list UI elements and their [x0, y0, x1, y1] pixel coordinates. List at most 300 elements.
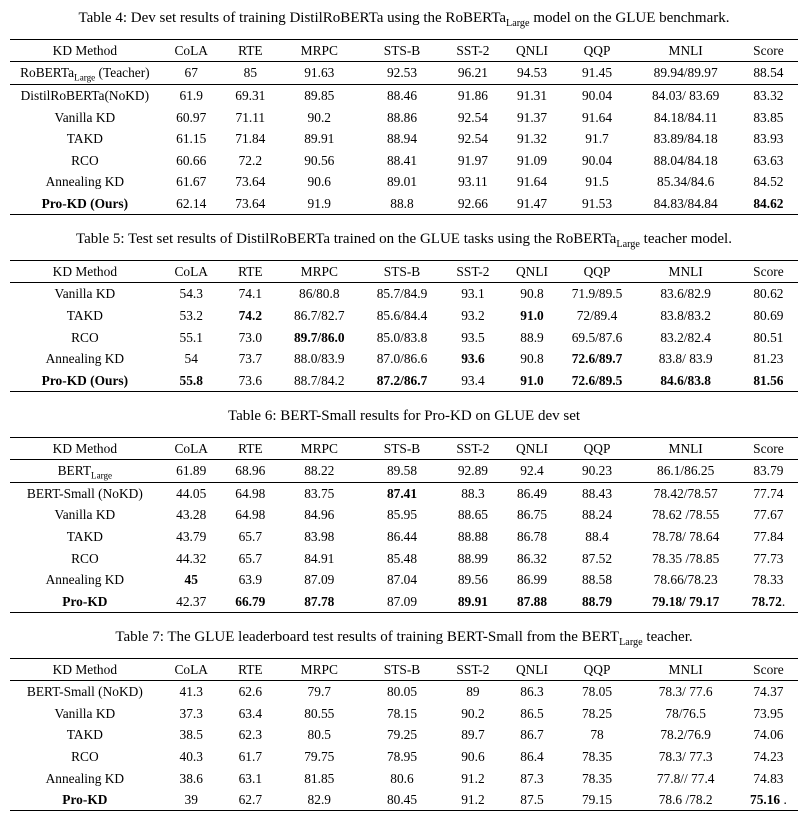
table-row — [10, 128, 798, 150]
value-cell: 82.9 — [307, 792, 331, 808]
column-header: SST-2 — [456, 42, 490, 58]
column-header: MNLI — [668, 440, 703, 456]
value-cell: 90.23 — [581, 463, 613, 479]
value-cell: 44.32 — [176, 550, 207, 566]
value-cell: 65.7 — [238, 550, 263, 566]
value-cell: 86.5 — [520, 705, 544, 721]
value-cell: 91.86 — [457, 88, 488, 103]
value-cell: 43.28 — [176, 507, 207, 523]
value-cell: 83.75 — [304, 485, 335, 501]
value-cell: 89.91 — [457, 593, 488, 609]
value-cell: 78.66/78.23 — [653, 572, 718, 588]
value-cell: 78/76.5 — [665, 705, 706, 721]
kd-method-cell: TAKD — [66, 529, 103, 544]
value-cell: 80.55 — [304, 705, 335, 721]
kd-method-cell: Pro-KD (Ours) — [41, 195, 129, 211]
value-cell: 90.56 — [304, 152, 335, 168]
value-cell: 87.88 — [516, 593, 548, 609]
value-cell: 61.67 — [176, 174, 207, 190]
value-cell: 88.22 — [304, 463, 335, 479]
column-header: CoLA — [174, 263, 208, 279]
value-cell: 80.05 — [386, 684, 418, 700]
value-cell: 54 — [184, 351, 198, 367]
column-header: QQP — [583, 263, 611, 279]
value-cell: 91.63 — [304, 65, 335, 81]
value-cell: 72.6/89.7 — [571, 351, 623, 367]
table-5-section — [10, 215, 798, 392]
value-cell: 85.95 — [386, 507, 418, 523]
value-cell: 77.8// 77.4 — [656, 770, 715, 786]
value-cell: 96.21 — [457, 65, 488, 81]
kd-method-cell: Vanilla KD — [54, 507, 116, 523]
value-cell: 61.7 — [238, 749, 263, 764]
table-4 — [10, 39, 798, 215]
value-cell: 91.97 — [457, 152, 488, 168]
value-cell: 83.8/83.2 — [660, 308, 711, 323]
table-row — [10, 84, 798, 106]
value-cell: 86.1/86.25 — [657, 463, 715, 479]
value-cell: 88.9 — [520, 329, 544, 345]
column-header: MRPC — [300, 661, 338, 677]
column-header: RTE — [238, 263, 263, 279]
column-header: STS-B — [383, 440, 421, 456]
column-header: MNLI — [668, 661, 703, 677]
value-cell: 60.66 — [176, 152, 207, 168]
table-5-header — [10, 260, 798, 283]
value-cell: 89.56 — [457, 572, 488, 588]
value-cell: 78.3/ 77.3 — [658, 749, 713, 764]
table-row — [10, 305, 798, 327]
value-cell: 89.7/86.0 — [293, 329, 345, 345]
value-cell: 84.96 — [304, 507, 335, 523]
table-4-caption: Table 4: Dev set results of training DistilRoBERTa using the RoBERTa$_{Large}$ model on the GLUE benchmark. — [78, 10, 730, 29]
kd-method-cell: Vanilla KD — [54, 705, 116, 721]
value-cell: 91.09 — [516, 152, 548, 168]
value-cell: 91.32 — [516, 131, 548, 147]
table-row — [10, 504, 798, 526]
column-header: RTE — [238, 661, 263, 677]
header-row — [10, 658, 798, 681]
value-cell: 93.4 — [461, 372, 485, 388]
table-5-body — [10, 283, 798, 392]
table-row — [10, 569, 798, 591]
column-header: CoLA — [174, 42, 208, 58]
value-cell: 92.53 — [386, 65, 418, 81]
value-cell: 68.96 — [235, 463, 266, 479]
table-row — [10, 767, 798, 789]
value-cell: 78.35 — [581, 770, 613, 786]
value-cell: 88.88 — [457, 529, 488, 544]
value-cell: 89.7 — [461, 727, 485, 743]
kd-method-cell: RCO — [71, 329, 99, 345]
value-cell: 75.16 . — [750, 792, 787, 808]
value-cell: 84.18/84.11 — [653, 109, 718, 125]
kd-method-cell: BERT-Small (NoKD) — [26, 485, 143, 501]
value-cell: 91.9 — [307, 195, 331, 211]
value-cell: 83.93 — [753, 131, 784, 147]
value-cell: 86.7 — [520, 727, 544, 743]
value-cell: 93.2 — [461, 308, 485, 323]
value-cell: 73.64 — [235, 174, 266, 190]
column-header: QQP — [583, 440, 611, 456]
table-row — [10, 590, 798, 612]
value-cell: 69.5/87.6 — [571, 329, 623, 345]
value-cell: 61.9 — [179, 88, 203, 103]
value-cell: 78.05 — [581, 684, 613, 700]
value-cell: 71.9/89.5 — [571, 286, 623, 302]
value-cell: 86.78 — [516, 529, 548, 544]
value-cell: 78.35 — [581, 749, 613, 764]
value-cell: 88.8 — [390, 195, 414, 211]
header-row — [10, 437, 798, 460]
column-header: QQP — [583, 661, 611, 677]
value-cell: 85.0/83.8 — [376, 329, 428, 345]
value-cell: 80.6 — [390, 770, 414, 786]
table-row — [10, 369, 798, 391]
value-cell: 88.24 — [581, 507, 613, 523]
value-cell: 42.37 — [176, 593, 207, 609]
value-cell: 78.95 — [386, 749, 418, 764]
value-cell: 90.6 — [461, 749, 485, 764]
column-header: RTE — [238, 42, 263, 58]
table-5-caption: Table 5: Test set results of DistilRoBERTa trained on the GLUE tasks using the RoBERTa$_{Large}$ teacher model. — [76, 231, 732, 250]
value-cell: 92.54 — [457, 109, 488, 125]
value-cell: 89 — [466, 684, 480, 700]
table-7-body — [10, 681, 798, 811]
table-row — [10, 149, 798, 171]
table-7-section — [10, 613, 798, 811]
value-cell: 81.23 — [753, 351, 784, 367]
value-cell: 37.3 — [179, 705, 203, 721]
value-cell: 87.0/86.6 — [376, 351, 428, 367]
value-cell: 91.47 — [516, 195, 548, 211]
value-cell: 90.2 — [461, 705, 485, 721]
value-cell: 63.63 — [753, 152, 784, 168]
value-cell: 86.49 — [516, 485, 548, 501]
value-cell: 91.2 — [461, 792, 485, 808]
value-cell: 88.4 — [585, 529, 609, 544]
value-cell: 55.1 — [179, 329, 203, 345]
value-cell: 44.05 — [176, 485, 207, 501]
value-cell: 72.6/89.5 — [571, 372, 623, 388]
value-cell: 79.25 — [386, 727, 418, 743]
value-cell: 87.09 — [304, 572, 335, 588]
value-cell: 77.74 — [753, 485, 784, 501]
table-6-header — [10, 437, 798, 460]
column-header: STS-B — [383, 263, 421, 279]
column-header: Score — [753, 263, 784, 279]
value-cell: 72/89.4 — [576, 308, 618, 323]
value-cell: 74.06 — [753, 727, 784, 743]
value-cell: 92.4 — [520, 463, 544, 479]
kd-method-cell: RoBERTa$_{Large}$ (Teacher) — [20, 65, 150, 84]
value-cell: 90.8 — [520, 286, 544, 302]
column-header: STS-B — [383, 661, 421, 677]
table-row — [10, 192, 798, 214]
value-cell: 90.6 — [307, 174, 331, 190]
value-cell: 85 — [243, 65, 258, 81]
value-cell: 88.0/83.9 — [293, 351, 345, 367]
table-4-section — [10, 2, 798, 215]
value-cell: 62.3 — [238, 727, 263, 743]
value-cell: 62.6 — [238, 684, 263, 700]
value-cell: 73.95 — [753, 705, 784, 721]
value-cell: 91.45 — [581, 65, 613, 81]
value-cell: 77.67 — [753, 507, 784, 523]
value-cell: 62.7 — [238, 792, 263, 808]
column-header: QNLI — [516, 263, 548, 279]
column-header: KD Method — [52, 42, 118, 58]
value-cell: 74.2 — [238, 308, 263, 323]
column-header: QNLI — [516, 661, 548, 677]
value-cell: 41.3 — [179, 684, 203, 700]
kd-method-cell: Annealing KD — [45, 770, 125, 786]
value-cell: 89.85 — [304, 88, 335, 103]
table-row — [10, 482, 798, 504]
value-cell: 83.6/82.9 — [660, 286, 711, 302]
value-cell: 74.1 — [238, 286, 263, 302]
column-header: SST-2 — [456, 661, 490, 677]
table-6-body — [10, 460, 798, 613]
value-cell: 40.3 — [179, 749, 203, 764]
value-cell: 71.84 — [235, 131, 266, 147]
value-cell: 91.2 — [461, 770, 485, 786]
table-row — [10, 526, 798, 548]
value-cell: 78 — [590, 727, 604, 743]
column-header: CoLA — [174, 661, 208, 677]
value-cell: 78.62 /78.55 — [651, 507, 720, 523]
value-cell: 88.04/84.18 — [653, 152, 718, 168]
value-cell: 38.5 — [179, 727, 203, 743]
kd-method-cell: DistilRoBERTa(NoKD) — [20, 88, 150, 103]
value-cell: 84.03/ 83.69 — [651, 88, 720, 103]
value-cell: 87.3 — [520, 770, 544, 786]
table-row — [10, 746, 798, 768]
value-cell: 73.0 — [238, 329, 263, 345]
kd-method-cell: BERT-Small (NoKD) — [26, 684, 143, 700]
value-cell: 83.85 — [753, 109, 784, 125]
value-cell: 91.5 — [585, 174, 609, 190]
value-cell: 73.64 — [235, 195, 266, 211]
kd-method-cell: RCO — [71, 749, 99, 764]
value-cell: 91.37 — [516, 109, 548, 125]
table-4-header — [10, 39, 798, 62]
value-cell: 91.0 — [520, 308, 544, 323]
value-cell: 71.11 — [235, 109, 266, 125]
value-cell: 86.32 — [516, 550, 548, 566]
value-cell: 62.14 — [176, 195, 207, 211]
kd-method-cell: Pro-KD — [62, 593, 108, 609]
value-cell: 84.83/84.84 — [653, 195, 718, 211]
column-header: RTE — [238, 440, 263, 456]
value-cell: 87.5 — [520, 792, 544, 808]
value-cell: 92.89 — [457, 463, 488, 479]
value-cell: 88.99 — [457, 550, 488, 566]
value-cell: 90.04 — [581, 152, 613, 168]
value-cell: 83.2/82.4 — [660, 329, 711, 345]
value-cell: 88.41 — [386, 152, 418, 168]
column-header: MNLI — [668, 263, 703, 279]
value-cell: 85.6/84.4 — [376, 308, 428, 323]
table-6 — [10, 437, 798, 613]
table-row — [10, 460, 798, 483]
column-header: STS-B — [383, 42, 421, 58]
value-cell: 78.3/ 77.6 — [658, 684, 713, 700]
kd-method-cell: Pro-KD (Ours) — [41, 372, 129, 388]
value-cell: 86.3 — [520, 684, 544, 700]
value-cell: 89.94/89.97 — [653, 65, 718, 81]
value-cell: 94.53 — [516, 65, 548, 81]
value-cell: 88.58 — [581, 572, 613, 588]
table-row — [10, 703, 798, 725]
value-cell: 78.15 — [386, 705, 418, 721]
value-cell: 91.7 — [585, 131, 609, 147]
value-cell: 84.91 — [304, 550, 335, 566]
table-row — [10, 62, 798, 85]
value-cell: 86.75 — [516, 507, 548, 523]
value-cell: 60.97 — [176, 109, 207, 125]
kd-method-cell: Annealing KD — [45, 351, 125, 367]
column-header: QNLI — [516, 42, 548, 58]
value-cell: 88.65 — [457, 507, 488, 523]
table-row — [10, 789, 798, 811]
value-cell: 85.48 — [386, 550, 418, 566]
table-7-header — [10, 658, 798, 681]
value-cell: 73.6 — [238, 372, 263, 388]
column-header: CoLA — [174, 440, 208, 456]
header-row — [10, 260, 798, 283]
column-header: MRPC — [300, 263, 338, 279]
value-cell: 78.78/ 78.64 — [651, 529, 720, 544]
value-cell: 38.6 — [179, 770, 203, 786]
table-7-caption: Table 7: The GLUE leaderboard test results of training BERT-Small from the $BERT_{Large}$ teacher. — [115, 628, 693, 648]
value-cell: 78.33 — [753, 572, 784, 588]
value-cell: 55.8 — [179, 372, 203, 388]
value-cell: 63.4 — [238, 705, 263, 721]
kd-method-cell: Pro-KD — [62, 792, 108, 808]
value-cell: 93.6 — [461, 351, 485, 367]
table-row — [10, 106, 798, 128]
value-cell: 91.53 — [581, 195, 613, 211]
table-row — [10, 326, 798, 348]
value-cell: 81.85 — [304, 770, 335, 786]
kd-method-cell: Annealing KD — [45, 174, 125, 190]
value-cell: 87.41 — [386, 485, 418, 501]
kd-method-cell: Vanilla KD — [54, 109, 116, 125]
table-7 — [10, 658, 798, 812]
table-row — [10, 681, 798, 703]
value-cell: 63.1 — [238, 770, 263, 786]
value-cell: 88.7/84.2 — [293, 372, 345, 388]
value-cell: 84.6/83.8 — [660, 372, 711, 388]
column-header: SST-2 — [456, 440, 490, 456]
value-cell: 91.64 — [516, 174, 548, 190]
column-header: Score — [753, 42, 784, 58]
value-cell: 88.54 — [753, 65, 784, 81]
column-header: MNLI — [668, 42, 703, 58]
table-5 — [10, 260, 798, 392]
value-cell: 84.62 — [753, 195, 784, 211]
value-cell: 78.72. — [751, 593, 786, 609]
column-header: KD Method — [52, 263, 118, 279]
value-cell: 45 — [184, 572, 198, 588]
value-cell: 86/80.8 — [299, 286, 340, 302]
value-cell: 86.99 — [516, 572, 548, 588]
column-header: KD Method — [52, 661, 118, 677]
value-cell: 80.69 — [753, 308, 784, 323]
value-cell: 78.25 — [581, 705, 613, 721]
value-cell: 89.91 — [304, 131, 335, 147]
value-cell: 90.2 — [307, 109, 331, 125]
value-cell: 80.45 — [386, 792, 418, 808]
value-cell: 78.2/76.9 — [660, 727, 711, 743]
value-cell: 65.7 — [238, 529, 263, 544]
value-cell: 87.78 — [304, 593, 335, 609]
value-cell: 78.42/78.57 — [653, 485, 718, 501]
value-cell: 77.84 — [753, 529, 784, 544]
value-cell: 83.98 — [304, 529, 335, 544]
value-cell: 83.32 — [753, 88, 784, 103]
kd-method-cell: RCO — [71, 550, 99, 566]
value-cell: 93.5 — [461, 329, 485, 345]
table-4-body — [10, 62, 798, 215]
value-cell: 92.54 — [457, 131, 488, 147]
table-row — [10, 283, 798, 305]
value-cell: 43.79 — [176, 529, 207, 544]
value-cell: 61.89 — [176, 463, 207, 479]
value-cell: 83.79 — [753, 463, 784, 479]
header-row — [10, 39, 798, 62]
value-cell: 80.62 — [753, 286, 784, 302]
value-cell: 84.52 — [753, 174, 784, 190]
column-header: Score — [753, 661, 784, 677]
column-header: KD Method — [52, 440, 118, 456]
column-header: MRPC — [300, 42, 338, 58]
kd-method-cell: TAKD — [66, 308, 103, 323]
value-cell: 88.86 — [386, 109, 418, 125]
table-6-section — [10, 392, 798, 613]
value-cell: 80.5 — [307, 727, 331, 743]
value-cell: 87.52 — [581, 550, 613, 566]
value-cell: 91.0 — [520, 372, 544, 388]
value-cell: 79.7 — [307, 684, 331, 700]
value-cell: 78.6 /78.2 — [658, 792, 713, 808]
value-cell: 88.43 — [581, 485, 613, 501]
value-cell: 72.2 — [238, 152, 263, 168]
value-cell: 88.79 — [581, 593, 613, 609]
value-cell: 86.44 — [386, 529, 418, 544]
value-cell: 86.4 — [520, 749, 544, 764]
value-cell: 92.66 — [457, 195, 488, 211]
table-row — [10, 547, 798, 569]
value-cell: 74.23 — [753, 749, 784, 764]
value-cell: 54.3 — [179, 286, 203, 302]
table-6-caption: Table 6: BERT-Small results for Pro-KD on GLUE dev set — [227, 407, 581, 424]
value-cell: 69.31 — [235, 88, 266, 103]
value-cell: 88.3 — [461, 485, 485, 501]
value-cell: 64.98 — [235, 485, 266, 501]
column-header: SST-2 — [456, 263, 490, 279]
value-cell: 63.9 — [238, 572, 263, 588]
value-cell: 91.31 — [516, 88, 548, 103]
kd-method-cell: RCO — [71, 152, 99, 168]
column-header: QNLI — [516, 440, 548, 456]
value-cell: 67 — [184, 65, 198, 81]
value-cell: 88.94 — [386, 131, 418, 147]
kd-method-cell: Vanilla KD — [54, 286, 116, 302]
value-cell: 90.8 — [520, 351, 544, 367]
table-row — [10, 724, 798, 746]
